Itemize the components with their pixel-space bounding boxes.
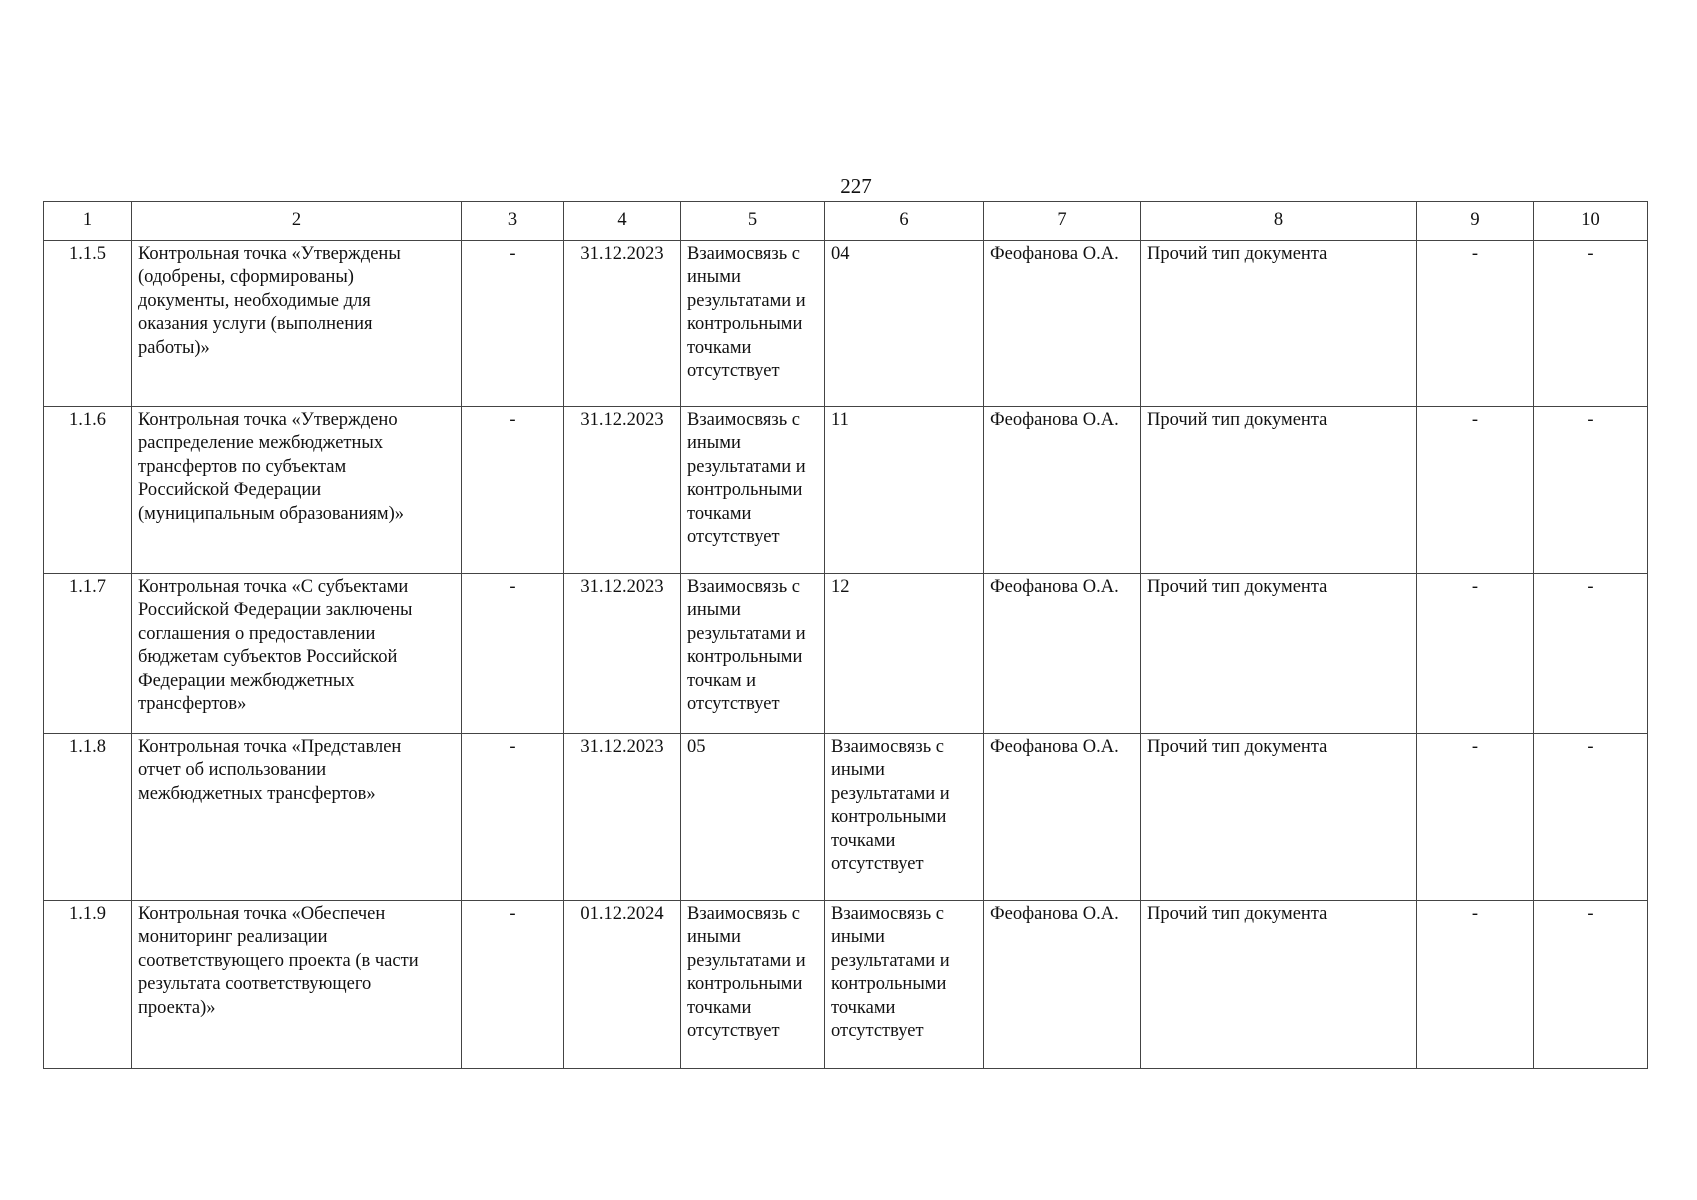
control-point-name: Контрольная точка «С субъектами Российской Федерации заключены соглашения о предоставлении бюджетам субъектов Российской Федерации межбюджетных трансфертов»	[132, 574, 462, 734]
responsible-person: Феофанова О.А.	[984, 241, 1141, 407]
cell-col10: -	[1534, 241, 1648, 407]
cell-col9: -	[1417, 574, 1534, 734]
row-number: 1.1.8	[44, 734, 132, 901]
due-date: 31.12.2023	[564, 574, 681, 734]
row-number: 1.1.7	[44, 574, 132, 734]
cell-col9: -	[1417, 901, 1534, 1069]
due-date: 31.12.2023	[564, 407, 681, 574]
header-cell: 3	[462, 202, 564, 241]
cell-col3: -	[462, 734, 564, 901]
cell-col3: -	[462, 901, 564, 1069]
cell-col3: -	[462, 241, 564, 407]
row-number: 1.1.6	[44, 407, 132, 574]
header-cell: 10	[1534, 202, 1648, 241]
header-cell: 5	[681, 202, 825, 241]
table-row	[44, 241, 1648, 407]
cell-col6: 12	[825, 574, 984, 734]
due-date: 31.12.2023	[564, 241, 681, 407]
header-cell: 9	[1417, 202, 1534, 241]
cell-col6: Взаимосвязь с иными результатами и контрольными точками отсутствует	[825, 734, 984, 901]
document-type: Прочий тип документа	[1141, 734, 1417, 901]
table-row	[44, 734, 1648, 901]
table-row	[44, 901, 1648, 1069]
cell-col10: -	[1534, 574, 1648, 734]
cell-col5: Взаимосвязь с иными результатами и контрольными точками отсутствует	[681, 901, 825, 1069]
document-type: Прочий тип документа	[1141, 241, 1417, 407]
cell-col9: -	[1417, 241, 1534, 407]
cell-col10: -	[1534, 734, 1648, 901]
header-cell: 1	[44, 202, 132, 241]
control-point-name: Контрольная точка «Утверждены (одобрены, сформированы) документы, необходимые для оказания услуги (выполнения работы)»	[132, 241, 462, 407]
table-header-row	[44, 202, 1648, 241]
control-point-name: Контрольная точка «Утверждено распределение межбюджетных трансфертов по субъектам Российской Федерации (муниципальным образованиям)»	[132, 407, 462, 574]
page-number: 227	[840, 174, 872, 198]
header-cell: 2	[132, 202, 462, 241]
cell-col5: Взаимосвязь с иными результатами и контрольными точкам и отсутствует	[681, 574, 825, 734]
header-cell: 7	[984, 202, 1141, 241]
cell-col6: 11	[825, 407, 984, 574]
table-row	[44, 574, 1648, 734]
header-cell: 4	[564, 202, 681, 241]
due-date: 31.12.2023	[564, 734, 681, 901]
document-type: Прочий тип документа	[1141, 901, 1417, 1069]
header-cell: 6	[825, 202, 984, 241]
cell-col3: -	[462, 407, 564, 574]
cell-col6: 04	[825, 241, 984, 407]
due-date: 01.12.2024	[564, 901, 681, 1069]
responsible-person: Феофанова О.А.	[984, 407, 1141, 574]
row-number: 1.1.5	[44, 241, 132, 407]
control-point-name: Контрольная точка «Обеспечен мониторинг реализации соответствующего проекта (в части результата соответствующего проекта)»	[132, 901, 462, 1069]
cell-col3: -	[462, 574, 564, 734]
cell-col5: 05	[681, 734, 825, 901]
cell-col6: Взаимосвязь с иными результатами и контрольными точками отсутствует	[825, 901, 984, 1069]
cell-col5: Взаимосвязь с иными результатами и контрольными точками отсутствует	[681, 407, 825, 574]
document-type: Прочий тип документа	[1141, 574, 1417, 734]
cell-col10: -	[1534, 407, 1648, 574]
control-point-name: Контрольная точка «Представлен отчет об использовании межбюджетных трансфертов»	[132, 734, 462, 901]
cell-col5: Взаимосвязь с иными результатами и контрольными точками отсутствует	[681, 241, 825, 407]
row-number: 1.1.9	[44, 901, 132, 1069]
cell-col9: -	[1417, 407, 1534, 574]
responsible-person: Феофанова О.А.	[984, 734, 1141, 901]
responsible-person: Феофанова О.А.	[984, 901, 1141, 1069]
header-cell: 8	[1141, 202, 1417, 241]
document-type: Прочий тип документа	[1141, 407, 1417, 574]
responsible-person: Феофанова О.А.	[984, 574, 1141, 734]
cell-col9: -	[1417, 734, 1534, 901]
table-row	[44, 407, 1648, 574]
control-points-table	[43, 201, 1648, 1069]
cell-col10: -	[1534, 901, 1648, 1069]
